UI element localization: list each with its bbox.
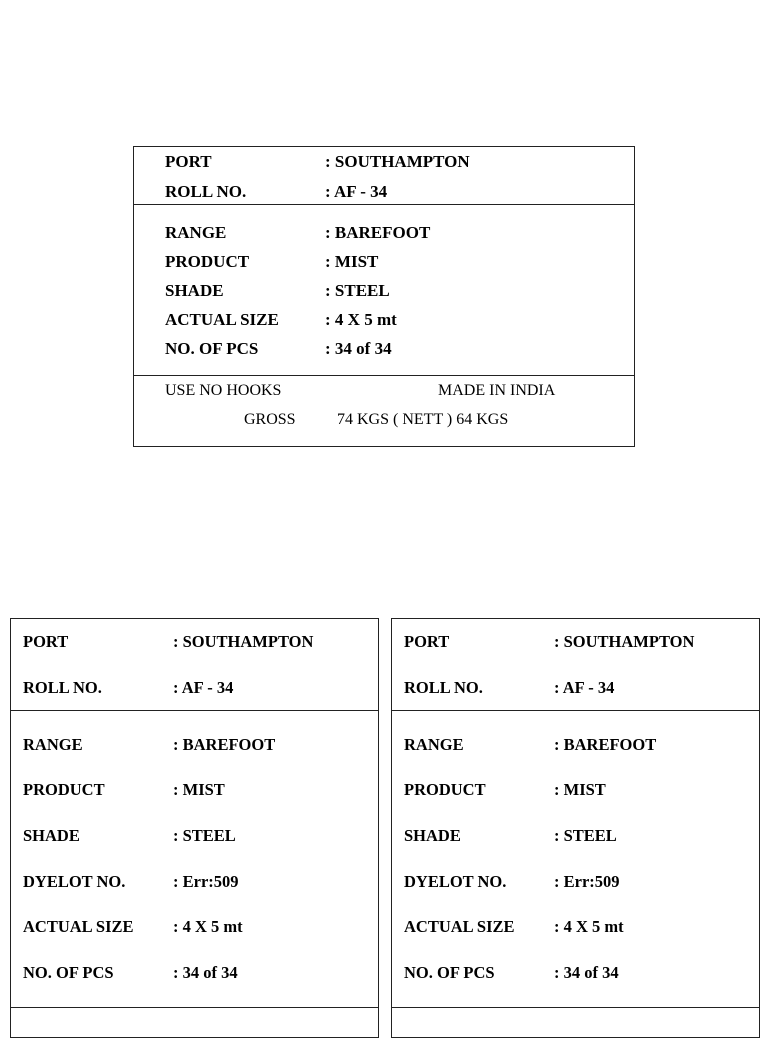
actual-size-label: ACTUAL SIZE (165, 310, 279, 329)
roll-no-value: : AF - 34 (173, 678, 234, 697)
no-of-pcs-label: NO. OF PCS (404, 963, 495, 982)
product-label: PRODUCT (404, 780, 486, 799)
dyelot-no-row (11, 872, 378, 892)
roll-no-label: ROLL NO. (165, 182, 247, 201)
roll-no-label: ROLL NO. (23, 678, 102, 697)
roll-no-value: : AF - 34 (554, 678, 615, 697)
divider (11, 710, 378, 711)
dyelot-no-row (392, 872, 759, 892)
dyelot-no-label: DYELOT NO. (23, 872, 126, 891)
use-no-hooks-text: USE NO HOOKS (165, 382, 282, 399)
divider (134, 375, 634, 376)
range-value: : BAREFOOT (554, 735, 657, 754)
shade-row (11, 826, 378, 846)
shipping-label-top (133, 146, 635, 447)
product-value: : MIST (554, 780, 606, 799)
no-of-pcs-row (11, 963, 378, 983)
divider (392, 710, 759, 711)
port-value: : SOUTHAMPTON (554, 632, 695, 651)
shade-row (134, 281, 634, 301)
no-of-pcs-value: : 34 of 34 (325, 339, 392, 358)
product-row (134, 252, 634, 272)
shipping-label-bottom-right (391, 618, 760, 1038)
shade-label: SHADE (165, 281, 224, 300)
range-label: RANGE (165, 223, 227, 242)
divider (11, 1007, 378, 1008)
no-of-pcs-label: NO. OF PCS (165, 339, 259, 358)
actual-size-value: : 4 X 5 mt (173, 917, 243, 936)
dyelot-no-value: : Err:509 (554, 872, 620, 891)
roll-no-row (392, 678, 759, 698)
roll-no-value: : AF - 34 (325, 182, 388, 201)
no-of-pcs-value: : 34 of 34 (173, 963, 238, 982)
dyelot-no-label: DYELOT NO. (404, 872, 507, 891)
shade-value: : STEEL (325, 281, 390, 300)
port-label: PORT (404, 632, 450, 651)
range-value: : BAREFOOT (325, 223, 431, 242)
actual-size-label: ACTUAL SIZE (404, 917, 515, 936)
shade-value: : STEEL (173, 826, 236, 845)
shade-label: SHADE (404, 826, 461, 845)
port-row (134, 152, 634, 172)
actual-size-value: : 4 X 5 mt (554, 917, 624, 936)
no-of-pcs-row (392, 963, 759, 983)
actual-size-row (134, 310, 634, 330)
shade-label: SHADE (23, 826, 80, 845)
port-value: : SOUTHAMPTON (173, 632, 314, 651)
product-row (11, 780, 378, 800)
range-row (11, 735, 378, 755)
product-value: : MIST (325, 252, 379, 271)
actual-size-value: : 4 X 5 mt (325, 310, 397, 329)
divider (392, 1007, 759, 1008)
port-row (392, 632, 759, 652)
made-in-india-text: MADE IN INDIA (438, 382, 556, 399)
range-label: RANGE (404, 735, 464, 754)
shipping-label-bottom-left (10, 618, 379, 1038)
port-value: : SOUTHAMPTON (325, 152, 470, 171)
no-of-pcs-row (134, 339, 634, 359)
gross-weight-text: 74 KGS ( NETT ) 64 KGS (337, 411, 509, 428)
range-label: RANGE (23, 735, 83, 754)
port-row (11, 632, 378, 652)
port-label: PORT (165, 152, 212, 171)
actual-size-label: ACTUAL SIZE (23, 917, 134, 936)
dyelot-no-value: : Err:509 (173, 872, 239, 891)
roll-no-label: ROLL NO. (404, 678, 483, 697)
product-label: PRODUCT (165, 252, 250, 271)
port-label: PORT (23, 632, 69, 651)
product-label: PRODUCT (23, 780, 105, 799)
roll-no-row (134, 182, 634, 202)
no-of-pcs-value: : 34 of 34 (554, 963, 619, 982)
range-value: : BAREFOOT (173, 735, 276, 754)
range-row (134, 223, 634, 243)
roll-no-row (11, 678, 378, 698)
shade-row (392, 826, 759, 846)
product-row (392, 780, 759, 800)
gross-label: GROSS (244, 411, 296, 428)
divider (134, 204, 634, 205)
no-of-pcs-label: NO. OF PCS (23, 963, 114, 982)
product-value: : MIST (173, 780, 225, 799)
actual-size-row (392, 917, 759, 937)
shade-value: : STEEL (554, 826, 617, 845)
actual-size-row (11, 917, 378, 937)
range-row (392, 735, 759, 755)
